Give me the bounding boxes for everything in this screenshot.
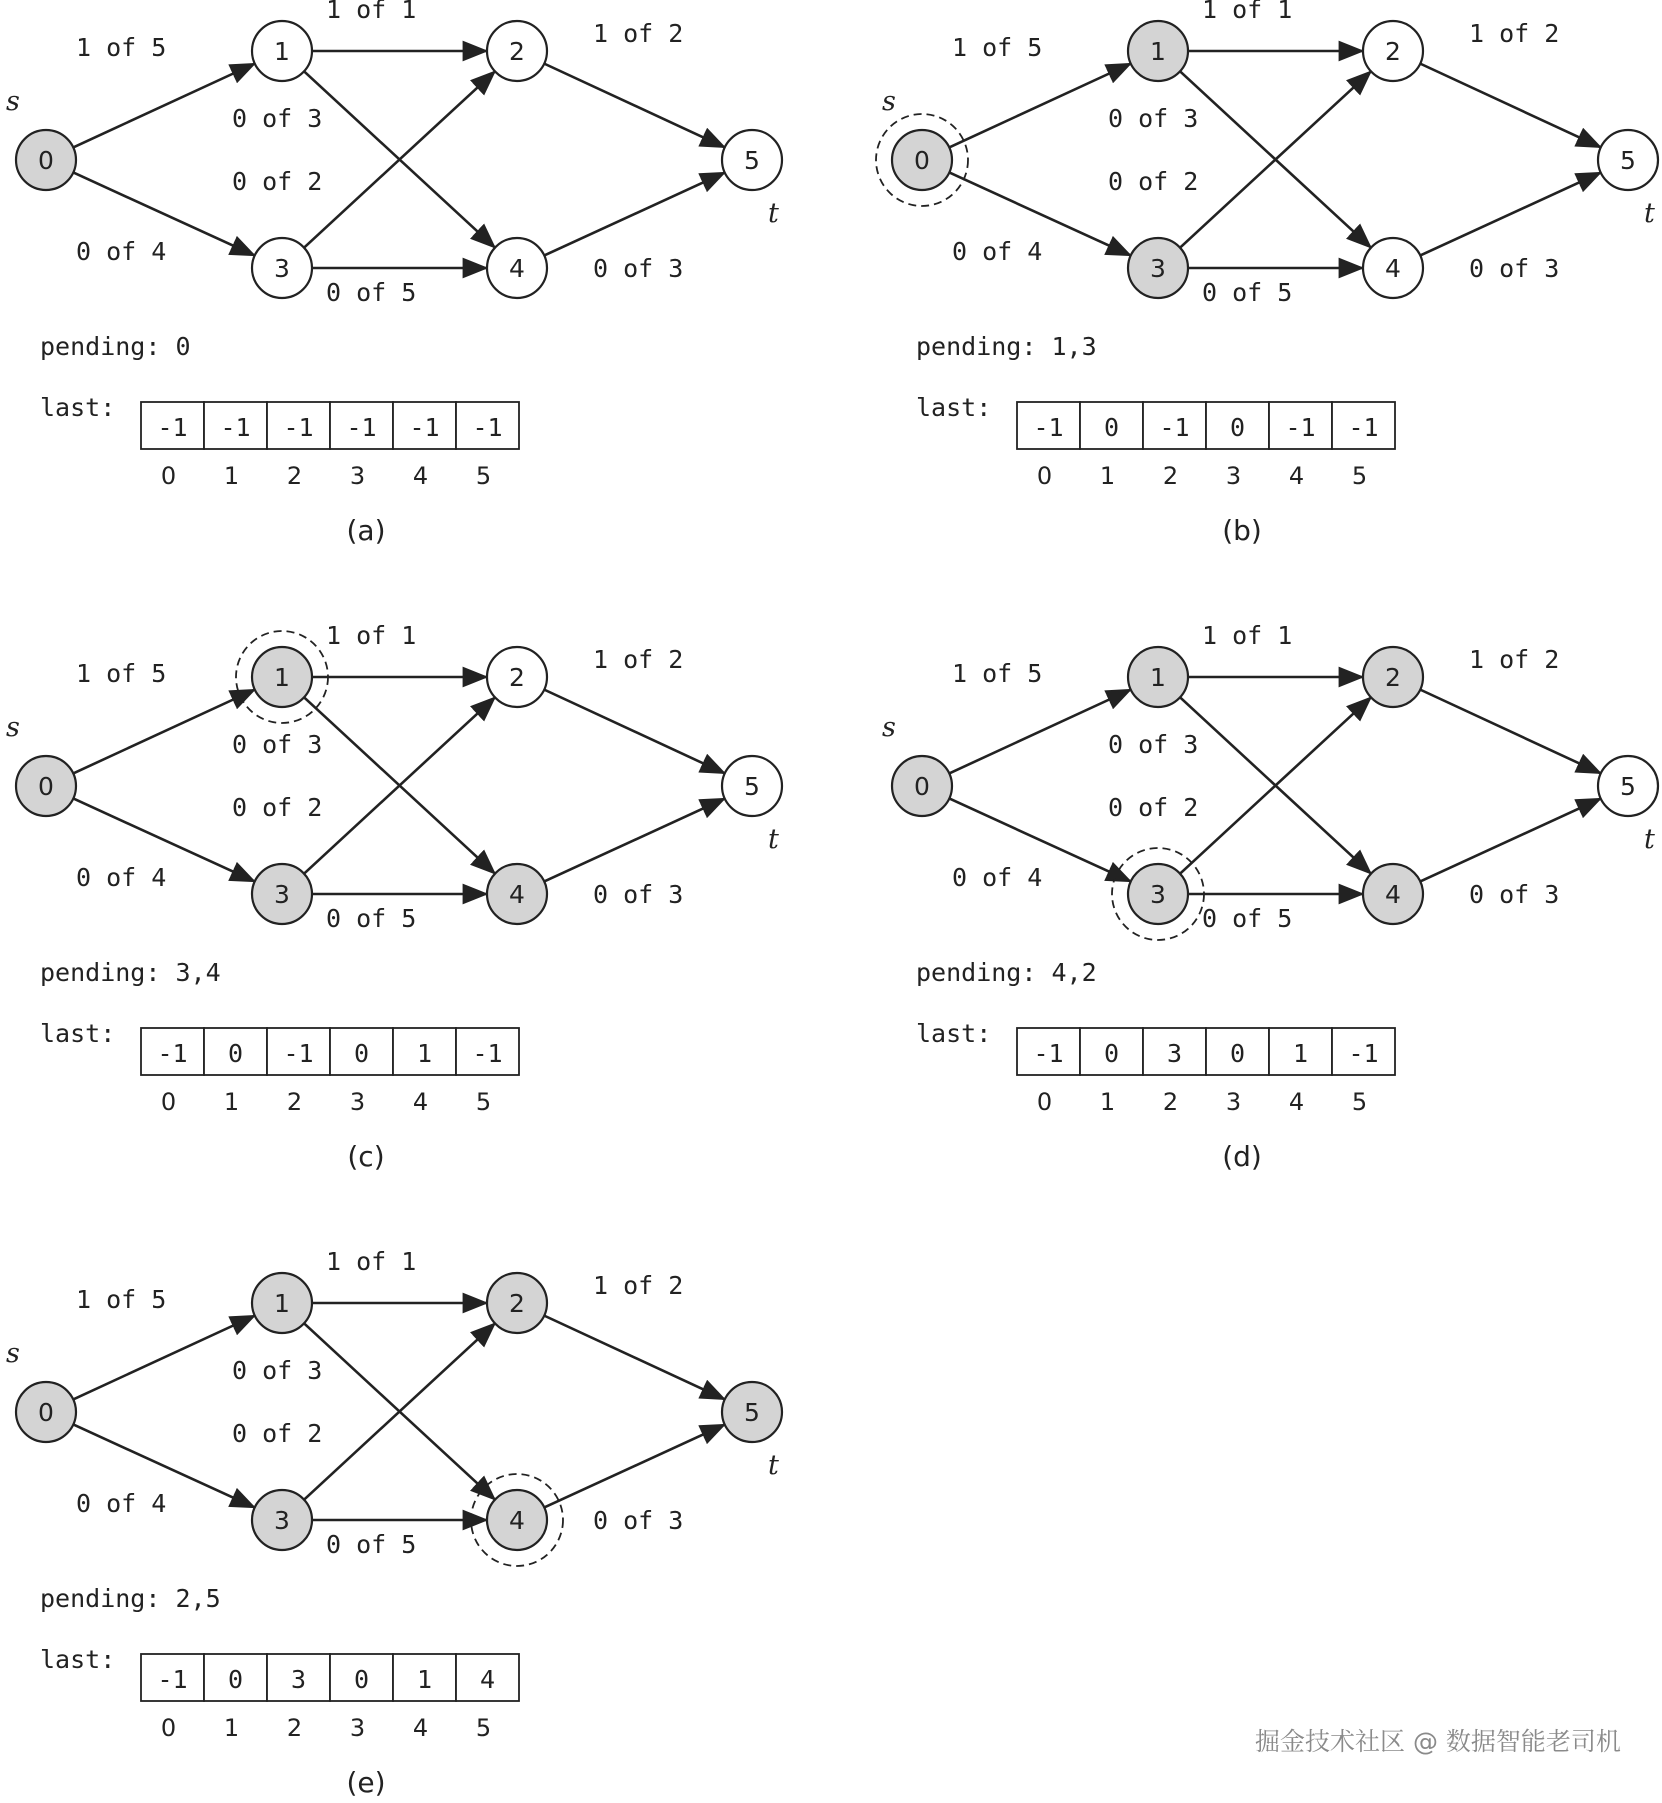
edge-2-5	[544, 1316, 724, 1399]
panel-caption: (b)	[1222, 514, 1262, 547]
edge-label-0-1: 1 of 5	[952, 33, 1043, 62]
pending-queue: pending: 2,5	[40, 1584, 221, 1613]
pending-queue: pending: 1,3	[916, 332, 1097, 361]
last-array-value: -1	[220, 413, 251, 442]
node-label-2: 2	[509, 37, 525, 66]
node-label-0: 0	[914, 146, 930, 175]
panel-caption: (a)	[346, 514, 386, 547]
last-array-value: 4	[479, 1665, 496, 1694]
edge-4-5	[544, 799, 724, 882]
node-label-2: 2	[509, 1289, 525, 1318]
sink-label: t	[768, 198, 779, 229]
edge-0-1	[949, 64, 1130, 147]
last-array-index: 1	[223, 462, 240, 490]
edge-2-5	[544, 690, 724, 773]
edge-2-5	[544, 64, 724, 147]
last-array-value: 1	[416, 1665, 433, 1694]
last-array-index: 4	[1288, 462, 1305, 490]
last-array-value: -1	[1159, 413, 1190, 442]
last-array-index: 3	[1225, 1088, 1242, 1116]
source-label: s	[6, 86, 20, 117]
node-label-5: 5	[744, 1398, 760, 1427]
node-label-4: 4	[509, 1506, 525, 1535]
node-label-4: 4	[509, 254, 525, 283]
last-array-value: 1	[1292, 1039, 1309, 1068]
last-array-value: -1	[1348, 413, 1379, 442]
node-label-4: 4	[509, 880, 525, 909]
last-array-index: 2	[286, 1714, 303, 1742]
edge-0-1	[73, 64, 254, 147]
panel-d	[882, 621, 1658, 1173]
edge-label-3-2: 0 of 2	[232, 793, 323, 822]
last-array-index: 3	[349, 462, 366, 490]
node-label-0: 0	[38, 146, 54, 175]
last-array-value: -1	[472, 413, 503, 442]
edge-label-0-1: 1 of 5	[76, 659, 167, 688]
edge-label-1-2: 1 of 1	[1202, 0, 1293, 24]
last-array-index: 5	[475, 1088, 492, 1116]
last-array-index: 5	[475, 1714, 492, 1742]
last-array-label: last:	[916, 393, 992, 422]
node-label-3: 3	[274, 880, 290, 909]
last-array-index: 5	[475, 462, 492, 490]
edge-label-2-5: 1 of 2	[593, 19, 684, 48]
last-array-value: -1	[346, 413, 377, 442]
panel-b	[876, 0, 1658, 547]
last-array-value: -1	[1285, 413, 1316, 442]
last-array-label: last:	[40, 1645, 116, 1674]
last-array-value: 0	[1229, 1039, 1246, 1068]
edge-0-1	[73, 690, 254, 773]
last-array-index: 0	[1036, 1088, 1053, 1116]
edge-0-1	[73, 1316, 254, 1399]
last-array-value: -1	[1033, 1039, 1064, 1068]
edge-label-1-2: 1 of 1	[1202, 621, 1293, 650]
sink-label: t	[1644, 824, 1655, 855]
node-label-0: 0	[38, 772, 54, 801]
edge-label-0-1: 1 of 5	[76, 33, 167, 62]
source-label: s	[6, 1338, 20, 1369]
edge-2-5	[1420, 64, 1600, 147]
edge-label-0-3: 0 of 4	[76, 1489, 167, 1518]
last-array-value: -1	[1033, 413, 1064, 442]
last-array-value: 0	[227, 1039, 244, 1068]
node-label-5: 5	[744, 772, 760, 801]
last-array-value: 0	[227, 1665, 244, 1694]
last-array-label: last:	[40, 393, 116, 422]
node-label-3: 3	[274, 1506, 290, 1535]
edge-label-0-3: 0 of 4	[76, 863, 167, 892]
node-label-4: 4	[1385, 254, 1401, 283]
last-array-value: 3	[1166, 1039, 1183, 1068]
edge-label-3-4: 0 of 5	[326, 904, 417, 933]
source-label: s	[882, 712, 896, 743]
last-array-index: 5	[1351, 1088, 1368, 1116]
watermark: 掘金技术社区 @ 数据智能老司机	[1255, 1727, 1621, 1756]
edge-label-4-5: 0 of 3	[593, 254, 684, 283]
edge-label-3-2: 0 of 2	[1108, 167, 1199, 196]
sink-label: t	[768, 1450, 779, 1481]
node-label-2: 2	[1385, 663, 1401, 692]
last-array-label: last:	[916, 1019, 992, 1048]
last-array-value: -1	[283, 1039, 314, 1068]
edge-2-5	[1420, 690, 1600, 773]
pending-queue: pending: 4,2	[916, 958, 1097, 987]
last-array-index: 0	[160, 1714, 177, 1742]
edge-label-3-2: 0 of 2	[232, 167, 323, 196]
node-label-1: 1	[274, 663, 290, 692]
last-array-value: -1	[472, 1039, 503, 1068]
edge-4-5	[544, 173, 724, 256]
panel-caption: (d)	[1222, 1140, 1262, 1173]
edge-label-0-3: 0 of 4	[76, 237, 167, 266]
edge-label-4-5: 0 of 3	[1469, 880, 1560, 909]
last-array-index: 2	[286, 1088, 303, 1116]
edge-label-3-2: 0 of 2	[1108, 793, 1199, 822]
node-label-1: 1	[274, 1289, 290, 1318]
last-array-index: 1	[223, 1088, 240, 1116]
node-label-3: 3	[274, 254, 290, 283]
node-label-1: 1	[1150, 37, 1166, 66]
edge-label-2-5: 1 of 2	[1469, 19, 1560, 48]
edge-label-0-1: 1 of 5	[952, 659, 1043, 688]
last-array-value: -1	[157, 413, 188, 442]
node-label-3: 3	[1150, 880, 1166, 909]
pending-queue: pending: 0	[40, 332, 191, 361]
last-array-index: 0	[1036, 462, 1053, 490]
edge-label-4-5: 0 of 3	[1469, 254, 1560, 283]
edge-label-2-5: 1 of 2	[1469, 645, 1560, 674]
panel-c	[6, 621, 782, 1173]
edge-label-4-5: 0 of 3	[593, 1506, 684, 1535]
edge-label-2-5: 1 of 2	[593, 645, 684, 674]
last-array-index: 4	[412, 1088, 429, 1116]
last-array-value: 0	[353, 1665, 370, 1694]
node-label-4: 4	[1385, 880, 1401, 909]
last-array-index: 2	[1162, 462, 1179, 490]
edge-label-3-4: 0 of 5	[1202, 904, 1293, 933]
edge-label-4-5: 0 of 3	[593, 880, 684, 909]
last-array-value: 0	[1103, 1039, 1120, 1068]
edge-label-1-2: 1 of 1	[326, 621, 417, 650]
last-array-index: 1	[1099, 462, 1116, 490]
last-array-label: last:	[40, 1019, 116, 1048]
last-array-index: 0	[160, 1088, 177, 1116]
edge-4-5	[1420, 799, 1600, 882]
edge-label-3-4: 0 of 5	[1202, 278, 1293, 307]
last-array-value: -1	[409, 413, 440, 442]
last-array-value: 0	[353, 1039, 370, 1068]
last-array-value: -1	[157, 1039, 188, 1068]
panel-caption: (e)	[346, 1766, 386, 1799]
last-array-value: -1	[283, 413, 314, 442]
pending-queue: pending: 3,4	[40, 958, 221, 987]
last-array-value: 3	[290, 1665, 307, 1694]
last-array-index: 2	[1162, 1088, 1179, 1116]
edge-label-1-4: 0 of 3	[232, 730, 323, 759]
last-array-index: 4	[1288, 1088, 1305, 1116]
sink-label: t	[1644, 198, 1655, 229]
source-label: s	[6, 712, 20, 743]
sink-label: t	[768, 824, 779, 855]
last-array-index: 3	[1225, 462, 1242, 490]
last-array-index: 3	[349, 1714, 366, 1742]
node-label-5: 5	[1620, 772, 1636, 801]
edge-4-5	[1420, 173, 1600, 256]
edge-label-0-1: 1 of 5	[76, 1285, 167, 1314]
source-label: s	[882, 86, 896, 117]
node-label-5: 5	[744, 146, 760, 175]
panel-a	[6, 0, 782, 547]
edge-label-1-2: 1 of 1	[326, 1247, 417, 1276]
last-array-index: 0	[160, 462, 177, 490]
last-array-value: 1	[416, 1039, 433, 1068]
last-array-value: -1	[1348, 1039, 1379, 1068]
last-array-index: 1	[223, 1714, 240, 1742]
last-array-index: 4	[412, 462, 429, 490]
last-array-index: 4	[412, 1714, 429, 1742]
edge-label-1-4: 0 of 3	[232, 104, 323, 133]
node-label-1: 1	[274, 37, 290, 66]
edge-label-3-4: 0 of 5	[326, 278, 417, 307]
edge-label-1-4: 0 of 3	[232, 1356, 323, 1385]
edge-label-1-4: 0 of 3	[1108, 104, 1199, 133]
edge-label-0-3: 0 of 4	[952, 863, 1043, 892]
node-label-0: 0	[38, 1398, 54, 1427]
node-label-1: 1	[1150, 663, 1166, 692]
last-array-index: 1	[1099, 1088, 1116, 1116]
node-label-5: 5	[1620, 146, 1636, 175]
edge-label-2-5: 1 of 2	[593, 1271, 684, 1300]
panel-e	[6, 1247, 782, 1799]
node-label-3: 3	[1150, 254, 1166, 283]
panel-caption: (c)	[347, 1140, 385, 1173]
node-label-2: 2	[509, 663, 525, 692]
edge-4-5	[544, 1425, 724, 1508]
last-array-value: 0	[1229, 413, 1246, 442]
edge-label-3-4: 0 of 5	[326, 1530, 417, 1559]
edge-label-1-4: 0 of 3	[1108, 730, 1199, 759]
node-label-0: 0	[914, 772, 930, 801]
edge-label-0-3: 0 of 4	[952, 237, 1043, 266]
last-array-index: 3	[349, 1088, 366, 1116]
node-label-2: 2	[1385, 37, 1401, 66]
last-array-index: 5	[1351, 462, 1368, 490]
last-array-value: 0	[1103, 413, 1120, 442]
edge-label-3-2: 0 of 2	[232, 1419, 323, 1448]
edge-label-1-2: 1 of 1	[326, 0, 417, 24]
edge-0-1	[949, 690, 1130, 773]
last-array-value: -1	[157, 1665, 188, 1694]
last-array-index: 2	[286, 462, 303, 490]
